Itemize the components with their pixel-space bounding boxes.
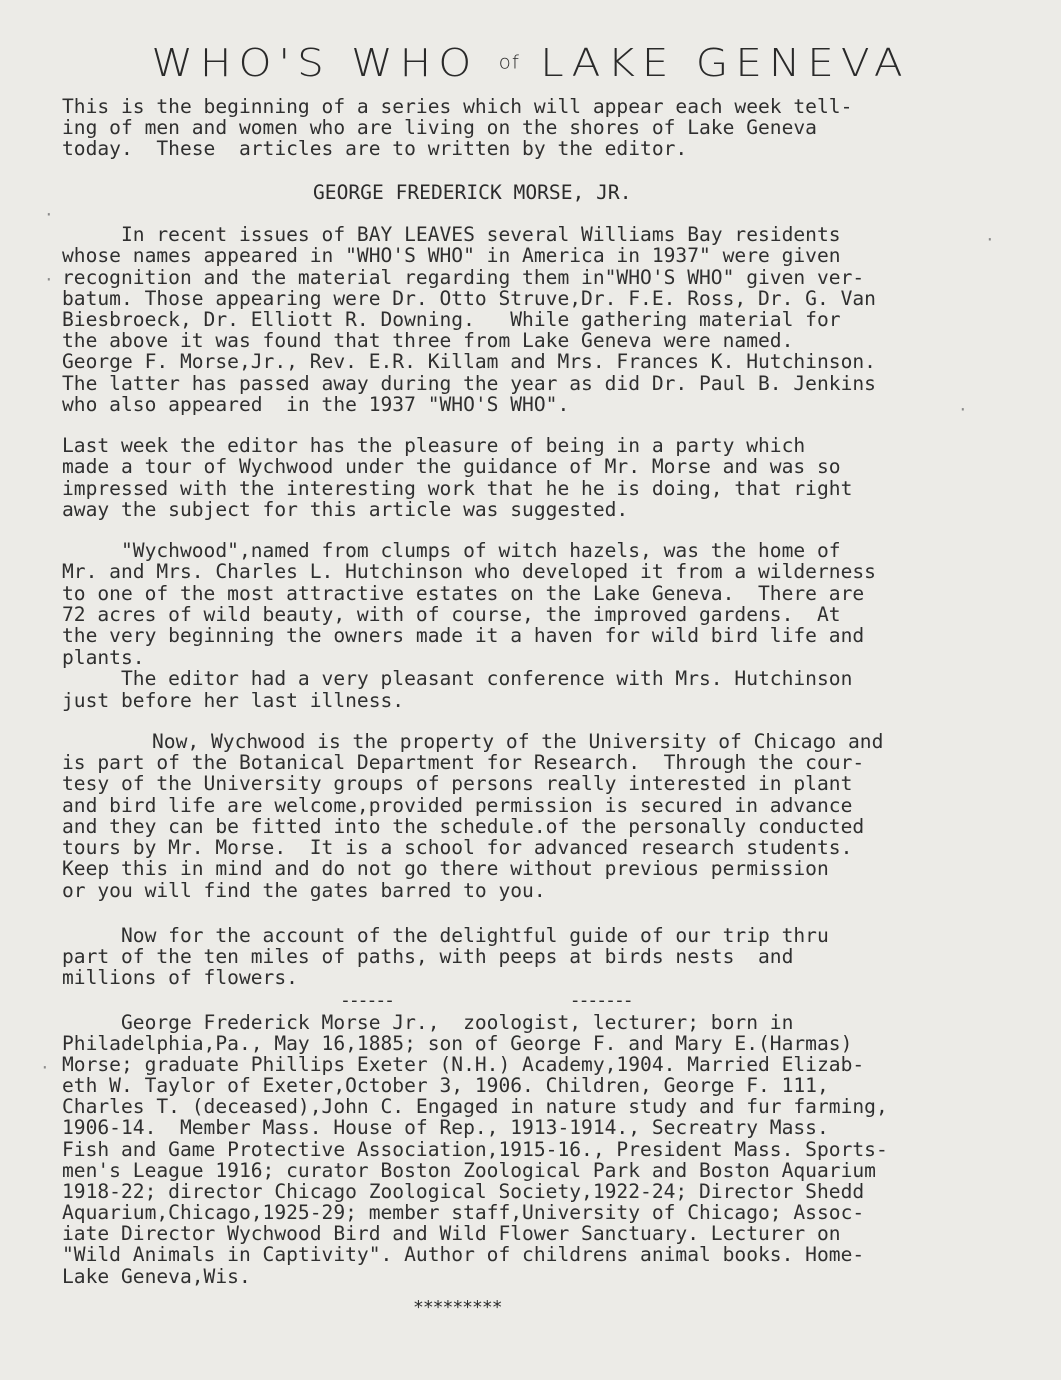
bio-line: Lake Geneva,Wis. (62, 1265, 251, 1288)
paragraph-line: In recent issues of BAY LEAVES several Williams Bay residents (62, 223, 841, 246)
paragraph-line: and bird life are welcome,provided permission is secured in advance (62, 794, 853, 817)
bio-line: Charles T. (deceased),John C. Engaged in nature study and fur farming, (62, 1095, 888, 1118)
bio-line: "Wild Animals in Captivity". Author of childrens animal books. Home- (62, 1243, 865, 1266)
paragraph-line: plants. (62, 646, 145, 669)
ink-speck: · (958, 400, 968, 419)
bio-line: Fish and Game Protective Association,1915-16., President Mass. Sports- (62, 1138, 888, 1161)
intro-line: This is the beginning of a series which will appear each week tell- (62, 95, 853, 118)
paragraph-line: George F. Morse,Jr., Rev. E.R. Killam and Mrs. Frances K. Hutchinson. (62, 350, 876, 373)
bio-line: men's League 1916; curator Boston Zoological Park and Boston Aquarium (62, 1159, 876, 1182)
paragraph-line: or you will find the gates barred to you. (62, 879, 546, 902)
paragraph-line: is part of the Botanical Department for Research. Through the cour- (62, 751, 865, 774)
bio-line: 1918-22; director Chicago Zoological Society,1922-24; Director Shedd (62, 1180, 865, 1203)
paragraph-line: to one of the most attractive estates on the Lake Geneva. There are (62, 582, 865, 605)
paragraph-line: Now, Wychwood is the property of the University of Chicago and (152, 730, 884, 753)
intro-line: ing of men and women who are living on the shores of Lake Geneva (62, 116, 817, 139)
title-main: WHO'S WHO (151, 39, 479, 86)
paragraph-line: and they can be fitted into the schedule.of the personally conducted (62, 815, 865, 838)
title-end: LAKE GENEVA (540, 39, 910, 86)
paragraph-line: tours by Mr. Morse. It is a school for advanced research students. (62, 836, 853, 859)
paragraph-line: recognition and the material regarding them in"WHO'S WHO" given ver- (62, 266, 865, 289)
paragraph-line: Last week the editor has the pleasure of being in a party which (62, 434, 806, 457)
ink-speck: · (44, 205, 54, 224)
intro-line: today. These articles are to written by the editor. (62, 137, 688, 160)
paragraph-line: "Wychwood",named from clumps of witch hazels, was the home of (62, 539, 841, 562)
bio-line: 1906-14. Member Mass. House of Rep., 1913-1914., Secreatry Mass. (62, 1116, 829, 1139)
section-heading: GEORGE FREDERICK MORSE, JR. (313, 181, 632, 204)
paragraph-line: batum. Those appearing were Dr. Otto Struve,Dr. F.E. Ross, Dr. G. Van (62, 287, 876, 310)
paragraph-line: the very beginning the owners made it a haven for wild bird life and (62, 624, 865, 647)
ink-speck: · (985, 230, 995, 249)
bio-line: Morse; graduate Phillips Exeter (N.H.) Academy,1904. Married Elizab- (62, 1053, 865, 1076)
paragraph-line: part of the ten miles of paths, with peeps at birds nests and (62, 945, 794, 968)
paragraph-line: The editor had a very pleasant conference with Mrs. Hutchinson (62, 667, 853, 690)
bio-line: Aquarium,Chicago,1925-29; member staff,University of Chicago; Assoc- (62, 1201, 865, 1224)
paragraph-line: Biesbroeck, Dr. Elliott R. Downing. While gathering material for (62, 308, 841, 331)
paragraph-line: The latter has passed away during the year as did Dr. Paul B. Jenkins (62, 372, 876, 395)
paragraph-line: millions of flowers. (62, 966, 298, 989)
paragraph-line: the above it was found that three from Lake Geneva were named. (62, 329, 794, 352)
bio-line: eth W. Taylor of Exeter,October 3, 1906. Children, George F. 111, (62, 1074, 829, 1097)
ink-speck: · (44, 270, 54, 289)
ink-speck: · (40, 1058, 50, 1077)
paragraph-line: impressed with the interesting work that he he is doing, that right (62, 477, 853, 500)
paragraph-line: Keep this in mind and do not go there without previous permission (62, 857, 829, 880)
paragraph-line: tesy of the University groups of persons really interested in plant (62, 772, 853, 795)
paragraph-line: away the subject for this article was suggested. (62, 498, 629, 521)
paragraph-line: who also appeared in the 1937 "WHO'S WHO". (62, 393, 570, 416)
bio-line: Philadelphia,Pa., May 16,1885; son of George F. and Mary E.(Harmas) (62, 1032, 853, 1055)
paragraph-line: whose names appeared in "WHO'S WHO" in America in 1937" were given (62, 244, 841, 267)
paragraph-line: just before her last illness. (62, 689, 405, 712)
paragraph-line: 72 acres of wild beauty, with of course, the improved gardens. At (62, 603, 841, 626)
page-title (0, 40, 1061, 85)
paragraph-line: Mr. and Mrs. Charles L. Hutchinson who developed it from a wilderness (62, 560, 876, 583)
bio-line: iate Director Wychwood Bird and Wild Flower Sanctuary. Lecturer on (62, 1222, 841, 1245)
title-of: of (498, 51, 520, 74)
paragraph-line: made a tour of Wychwood under the guidance of Mr. Morse and was so (62, 455, 841, 478)
separator-rule: ------ ------- (340, 990, 632, 1011)
end-marker: ********* (413, 1297, 502, 1318)
bio-line: George Frederick Morse Jr., zoologist, lecturer; born in (62, 1011, 794, 1034)
paragraph-line: Now for the account of the delightful guide of our trip thru (62, 924, 829, 947)
